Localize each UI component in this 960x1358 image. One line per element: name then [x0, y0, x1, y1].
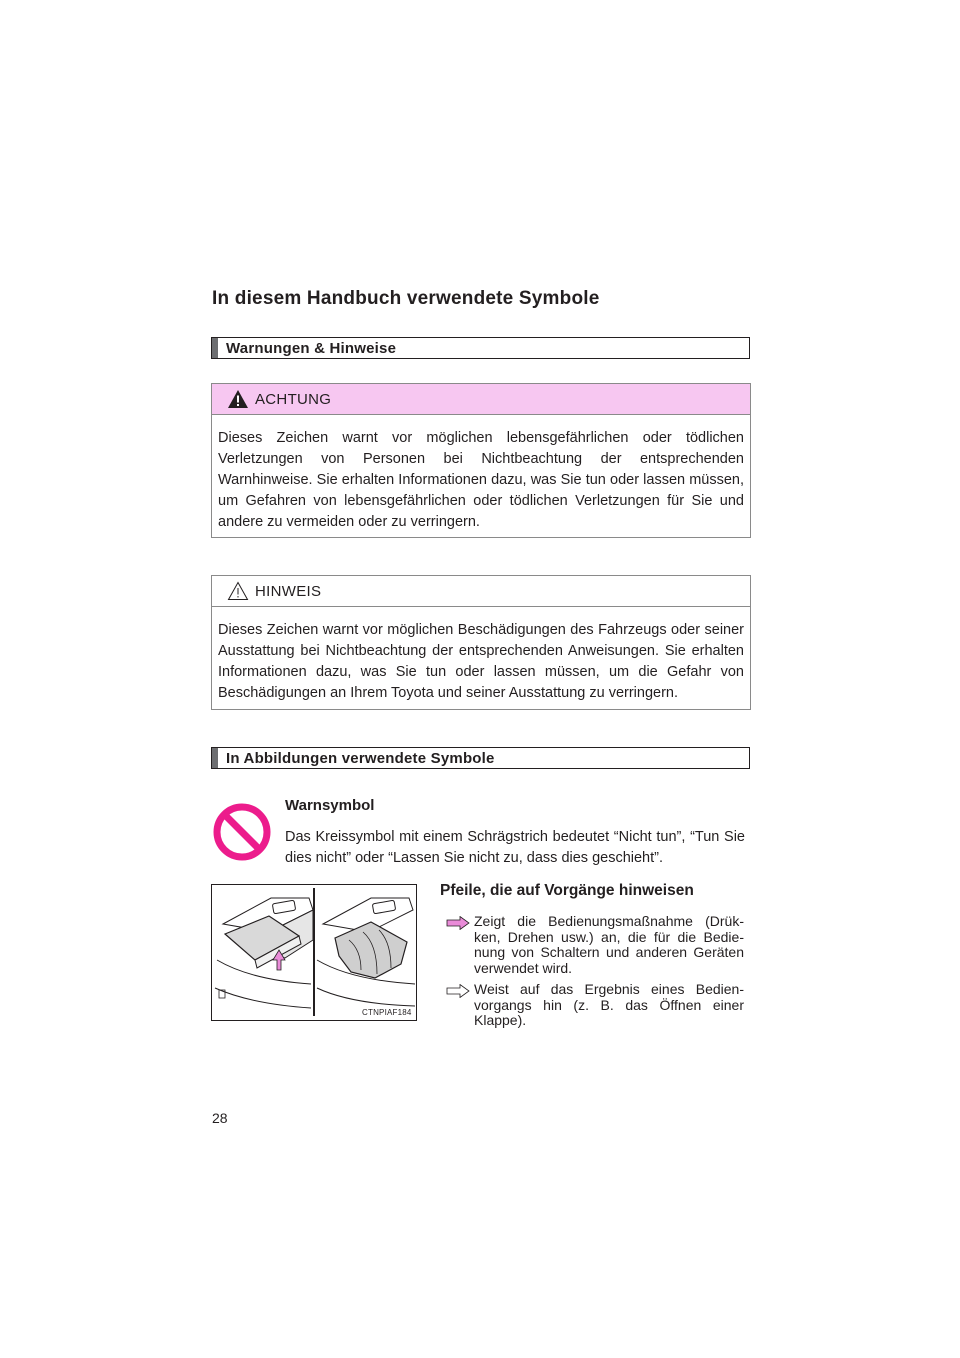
result-arrow-item: [446, 982, 744, 1029]
illustration-code: CTNPIAF184: [362, 1008, 412, 1017]
result-arrow-text: Weist auf das Ergebnis eines Bedien-vorgangs hin (z. B. das Öffnen einer Klappe).: [474, 981, 744, 1028]
warning-triangle-icon: [227, 389, 249, 409]
arrows-title: Pfeile, die auf Vorgänge hinweisen: [440, 882, 694, 899]
prohibition-icon: [212, 802, 272, 862]
notice-box-header: [212, 576, 750, 607]
warning-text: Dieses Zeichen warnt vor möglichen lebensgefährlichen oder tödlichen Verletzungen von Personen bei Nichtbeachtung der entsprechenden Warnhinweise. Sie erhalten Informationen dazu, was Sie tun oder lassen müssen, um Gefahren von lebensgefährlichen oder tödlichen Verletzungen für Sie und andere zu vermeiden oder zu verringern.: [218, 430, 744, 530]
section-accent: [212, 748, 218, 768]
overhead-console-illustration: [211, 884, 417, 1021]
notice-triangle-icon: [227, 581, 249, 601]
warnsymbol-title: Warnsymbol: [285, 797, 375, 814]
section-header-warnings: [211, 337, 750, 359]
operation-arrow-text: Zeigt die Bedienungsmaßnahme (Drük-ken, Drehen usw.) an, die für die Bedie-nung von Schaltern und anderen Geräten verwendet wird.: [474, 913, 744, 976]
notice-heading: HINWEIS: [255, 582, 322, 600]
warning-box-header: [212, 384, 750, 415]
operation-arrow-icon: [446, 916, 470, 930]
warning-heading: ACHTUNG: [255, 390, 332, 408]
warning-box: [211, 383, 751, 538]
operation-arrow-item: [446, 914, 744, 976]
page-number: 28: [212, 1110, 228, 1126]
page-title: In diesem Handbuch verwendete Symbole: [212, 288, 600, 309]
section-label: In Abbildungen verwendete Symbole: [226, 749, 495, 767]
section-header-illustrations: [211, 747, 750, 769]
result-arrow-icon: [446, 984, 470, 998]
notice-text: Dieses Zeichen warnt vor möglichen Beschädigungen des Fahrzeugs oder seiner Ausstattung bei Nichtbeachtung der entsprechenden Anweisungen. Sie erhalten Informationen dazu, was Sie tun oder lassen müssen, um die Gefahr von Beschädigungen an Ihrem Toyota und seiner Ausstattung zu verringern.: [218, 622, 744, 701]
warnsymbol-text: Das Kreissymbol mit einem Schrägstrich bedeutet “Nicht tun”, “Tun Sie dies nicht” oder “Lassen Sie nicht zu, dass dies geschieht”.: [285, 829, 745, 866]
section-accent: [212, 338, 218, 358]
notice-box: [211, 575, 751, 710]
section-label: Warnungen & Hinweise: [226, 339, 397, 357]
